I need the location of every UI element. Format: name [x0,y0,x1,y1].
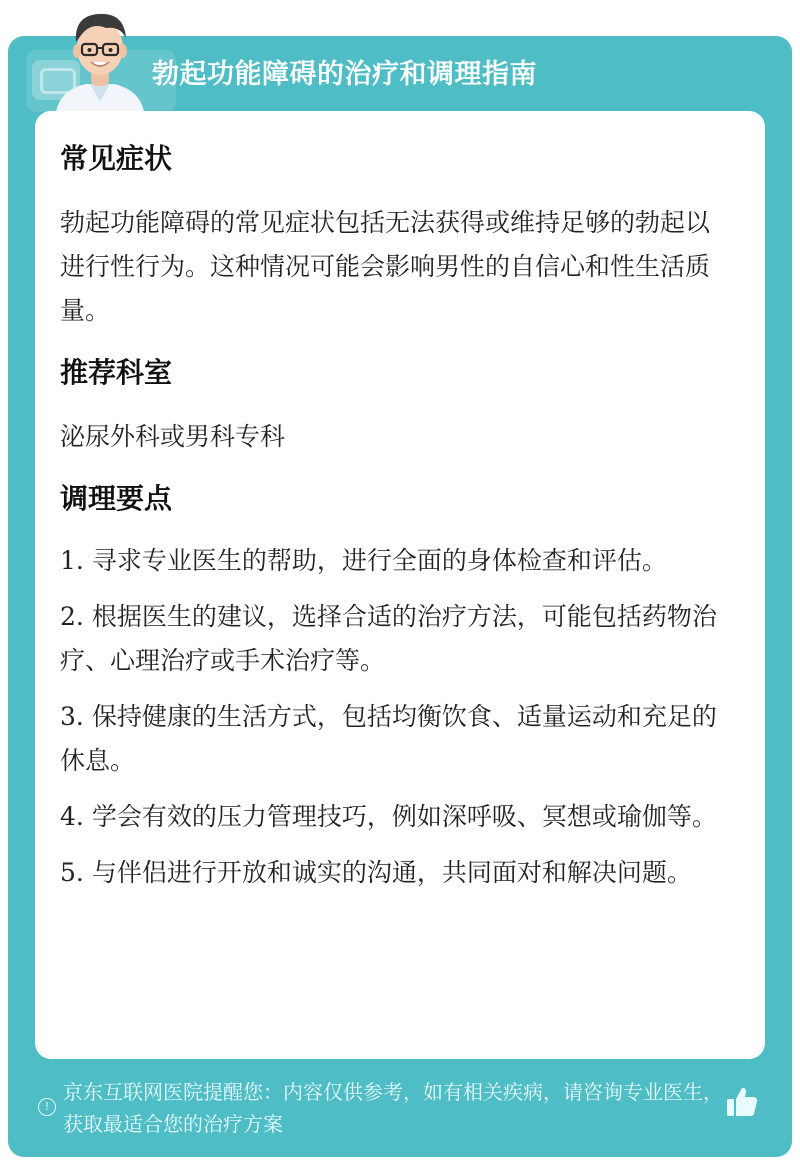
disclaimer-text: 京东互联网医院提醒您：内容仅供参考，如有相关疾病，请咨询专业医生，获取最适合您的治疗方案 [63,1080,723,1136]
list-item-text: 与伴侣进行开放和诚实的沟通，共同面对和解决问题。 [91,858,692,887]
list-item [60,795,730,839]
section-title-care: 调理要点 [60,482,173,515]
symptoms-text: 勃起功能障碍的常见症状包括无法获得或维持足够的勃起以进行性行为。这种情况可能会影响男性的自信心和性生活质量。 [60,208,711,325]
department-text: 泌尿外科或男科专科 [60,422,286,451]
list-item [60,595,730,683]
list-item-text: 学会有效的压力管理技巧，例如深呼吸、冥想或瑜伽等。 [91,802,717,831]
list-item-text: 保持健康的生活方式，包括均衡饮食、适量运动和充足的休息。 [60,702,717,775]
list-item-text: 根据医生的建议，选择合适的治疗方法，可能包括药物治疗、心理治疗或手术治疗等。 [60,602,717,675]
list-item-number: 3. [60,702,84,731]
list-item-number: 2. [60,602,84,631]
content-card [35,111,765,1059]
list-item-number: 5. [60,858,84,887]
info-circle-icon: ! [38,1098,56,1116]
list-item-text: 寻求专业医生的帮助，进行全面的身体检查和评估。 [91,546,667,575]
list-item-number: 4. [60,802,84,831]
thumbs-up-icon[interactable] [724,1084,760,1120]
section-title-symptoms: 常见症状 [60,142,173,175]
list-item [60,539,730,583]
list-item [60,851,730,895]
list-item-number: 1. [60,546,84,575]
doctor-avatar-icon [46,4,154,112]
list-item [60,695,730,783]
page-title: 勃起功能障碍的治疗和调理指南 [152,59,537,90]
card-content [60,135,730,907]
care-list [60,539,730,895]
section-title-department: 推荐科室 [60,356,173,389]
